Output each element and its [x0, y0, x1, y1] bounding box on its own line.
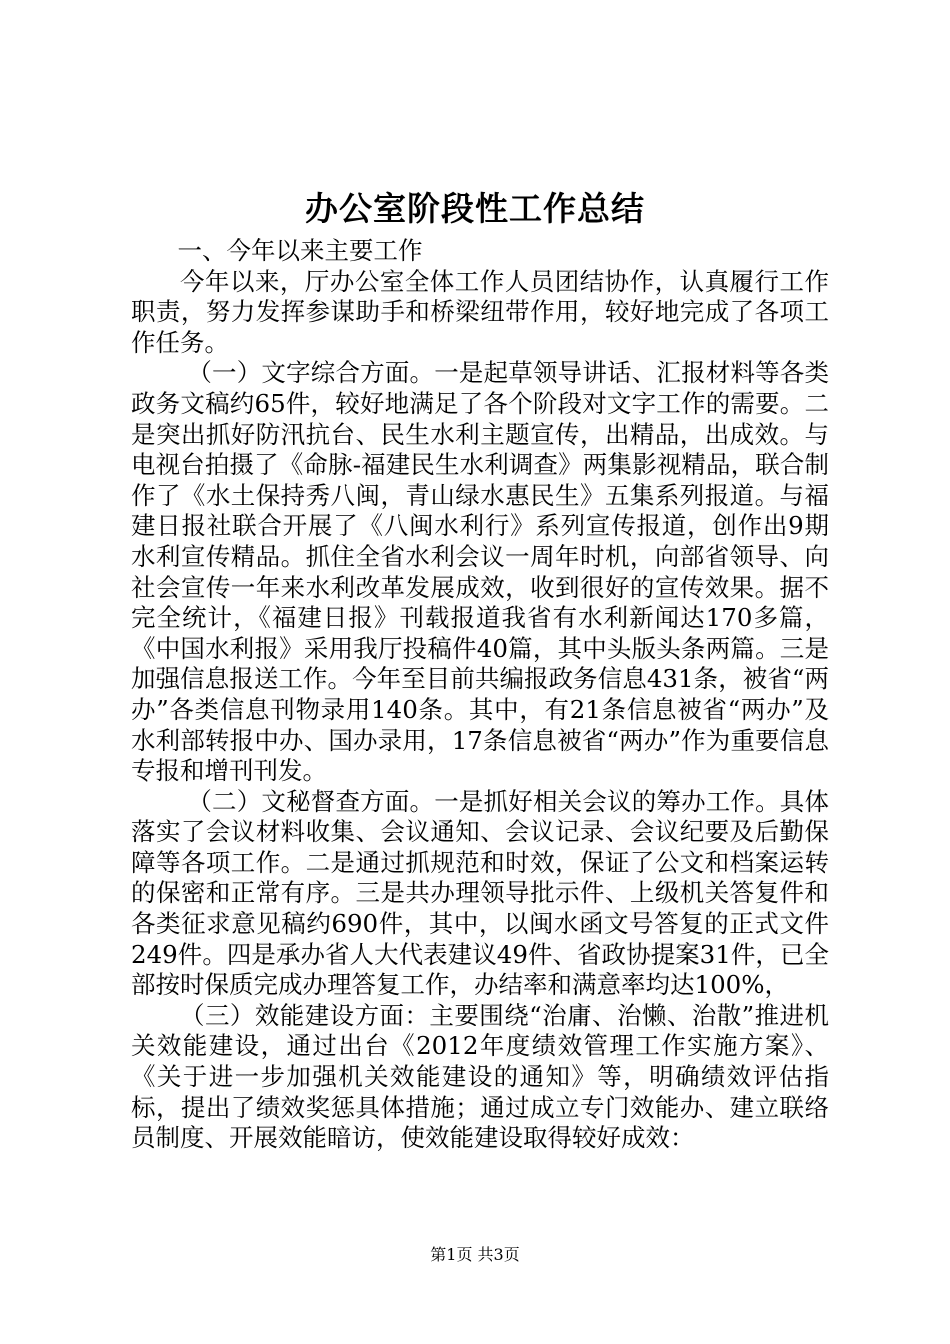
document-body [131, 236, 829, 1154]
intro-paragraph: 今年以来，厅办公室全体工作人员团结协作，认真履行工作职责，努力发挥参谋助手和桥梁纽带作用，较好地完成了各项工作任务。 [131, 266, 829, 357]
document-title: 办公室阶段性工作总结 [305, 189, 645, 228]
paragraph-secretarial: （二）文秘督查方面。一是抓好相关会议的筹办工作。具体落实了会议材料收集、会议通知、会议记录、会议纪要及后勤保障等各项工作。二是通过抓规范和时效，保证了公文和档案运转的保密和正常有序。三是共办理领导批示件、上级机关答复件和各类征求意见稿约690件，其中，以闽水函文号答复的正式文件249件。四是承办省人大代表建议49件、省政协提案31件，已全部按时保质完成办理答复工作，办结率和满意率均达100%， [131, 786, 829, 1000]
paragraph-efficiency: （三）效能建设方面：主要围绕“治庸、治懒、治散”推进机关效能建设，通过出台《2012年度绩效管理工作实施方案》、《关于进一步加强机关效能建设的通知》等，明确绩效评估指标，提出了绩效奖惩具体措施；通过成立专门效能办、建立联络员制度、开展效能暗访，使效能建设取得较好成效： [131, 1000, 829, 1153]
section-heading: 一、今年以来主要工作 [177, 236, 423, 265]
paragraph-writing: （一）文字综合方面。一是起草领导讲话、汇报材料等各类政务文稿约65件，较好地满足了各个阶段对文字工作的需要。二是突出抓好防汛抗台、民生水利主题宣传，出精品，出成效。与电视台拍摄了《命脉-福建民生水利调查》两集影视精品，联合制作了《水土保持秀八闽，青山绿水惠民生》五集系列报道。与福建日报社联合开展了《八闽水利行》系列宣传报道，创作出9期水利宣传精品。抓住全省水利会议一周年时机，向部省领导、向社会宣传一年来水利改革发展成效，收到很好的宣传效果。据不完全统计，《福建日报》刊载报道我省有水利新闻达170多篇，《中国水利报》采用我厅投稿件40篇，其中头版头条两篇。三是加强信息报送工作。今年至目前共编报政务信息431条，被省“两办”各类信息刊物录用140条。其中，有21条信息被省“两办”及水利部转报中办、国办录用，17条信息被省“两办”作为重要信息专报和增刊刊发。 [131, 358, 829, 786]
page-number-footer: 第1页 共3页 [430, 1245, 520, 1264]
